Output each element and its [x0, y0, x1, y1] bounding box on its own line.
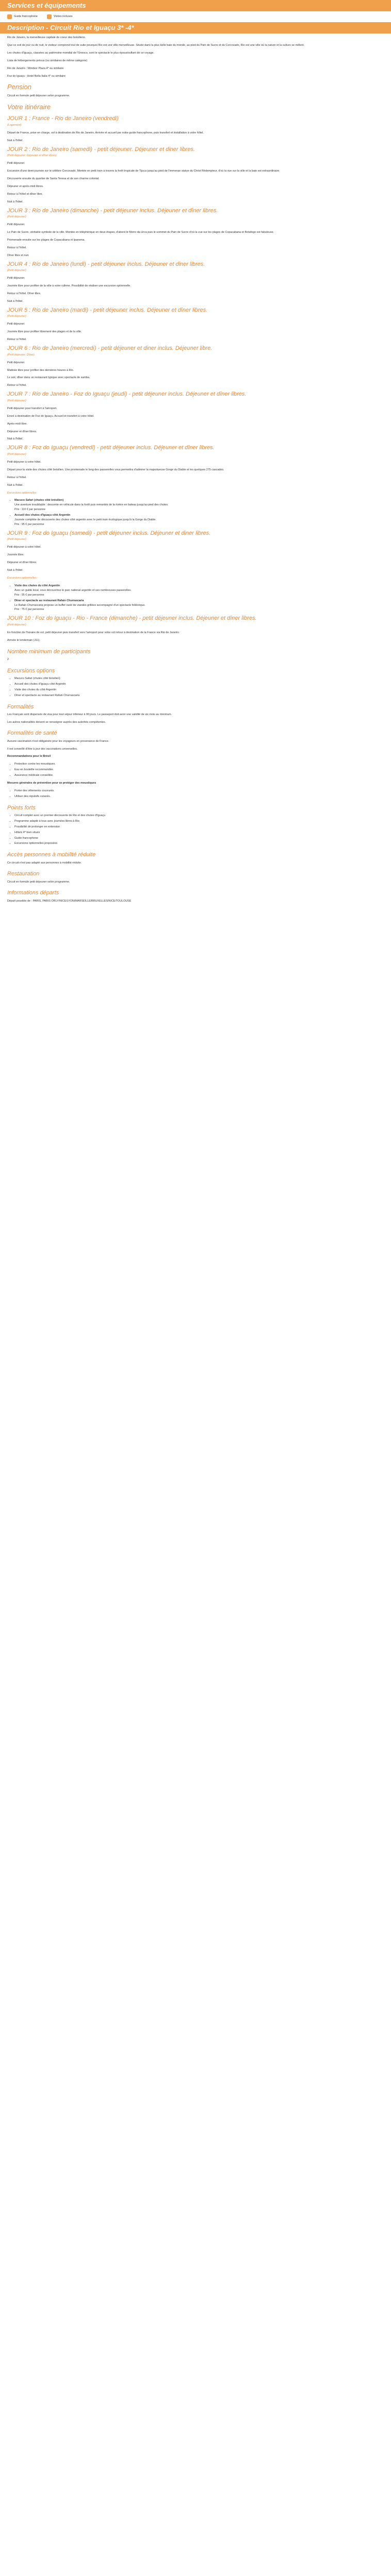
day-paragraph: Petit déjeuner. [7, 223, 25, 227]
list-item: • Utiliser des répulsifs cutanés. [14, 794, 384, 799]
list-item: • Eau en bouteille recommandée. [14, 768, 384, 772]
intro-paragraph: Rio de Janeiro : Windsor Plaza 4* ou similaire [7, 66, 64, 70]
list-item: • Assurance médicale conseillée. [14, 773, 384, 778]
pension-text: Circuit en formule petit déjeuner selon programme. [7, 94, 70, 97]
day-paragraph: Nuit à l'hôtel. [7, 483, 23, 487]
day-title: JOUR 7 : Rio de Janeiro - Foz do Iguaçu (jeudi) - petit déjeuner inclus. Déjeuner et dîner libres. [7, 391, 247, 398]
sante-title: Formalités de santé [7, 730, 57, 737]
day-meals: (Petit déjeuner) [7, 269, 26, 273]
day-paragraph: Nuit à l'hôtel. [7, 437, 23, 441]
day-paragraph: Matinée libre pour profiter des dernières heures à Rio. [7, 368, 74, 372]
day-title: JOUR 3 : Rio de Janeiro (dimanche) - petit déjeuner inclus. Déjeuner et dîner libres. [7, 207, 218, 214]
day-paragraph: Déjeuner et dîner libres. [7, 561, 37, 565]
day-paragraph: Départ de France, prise en charge, vol à destination de Rio de Janeiro. Arrivée et accueil par notre guide francophone, puis transfert et installation à votre hôtel. [7, 131, 204, 134]
day-paragraph: Retour à l'hôtel et dîner libre. [7, 192, 43, 196]
optional-text: Le Rafain Churrascaria propose un buffet varié de viandes grillées accompagné d'un spectacle folklorique. [14, 603, 145, 607]
optional-name: Dîner et spectacle au restaurant Rafain Churrascaria [14, 599, 84, 602]
sante-list [7, 762, 384, 778]
optional-item [14, 584, 384, 598]
optional-item [14, 513, 384, 527]
list-item: • Possibilité de prolonger en extension [14, 825, 384, 829]
sante-paragraph: Aucune vaccination n'est obligatoire pour les voyageurs en provenance de France. [7, 739, 109, 743]
day-meals: (Petit déjeuner. Déjeuner et dîner libres) [7, 154, 57, 158]
list-item: • Excursions optionnelles proposées [14, 841, 384, 846]
service-guide-label: Guide francophone [14, 15, 38, 19]
day-paragraph: Déjeuner et dîner libres. [7, 430, 37, 433]
day-paragraph: Promenade ensuite sur les plages de Copacabana et Ipanema. [7, 238, 86, 242]
day-paragraphs [7, 631, 384, 643]
optional-title: Excursions optionnelles : [7, 577, 38, 580]
day-title: JOUR 2 : Rio de Janeiro (samedi) - petit déjeuner. Déjeuner et diner libres. [7, 146, 195, 152]
day-paragraph: Départ pour la visite des chutes côté brésilien. Une promenade le long des passerelles vous permettra d'admirer la majestueuse Gorge du Diable et les quelques 275 cascades. [7, 468, 224, 471]
list-item: • Porter des vêtements couvrants. [14, 789, 384, 793]
intro-paragraph: Rio de Janeiro, la merveilleuse capitale de coeur des brésiliens. [7, 36, 86, 39]
optional-item [14, 498, 384, 512]
visit-icon [47, 14, 52, 19]
day-title: JOUR 8 : Foz do Iguaçu (vendredi) - petit déjeuner inclus. Déjeuner et dîner libres. [7, 445, 215, 451]
day-title: JOUR 4 : Rio de Janeiro (lundi) - petit déjeuner inclus. Déjeuner et diner libres. [7, 261, 205, 267]
informations-text: Départ possible de : PARIS, PARIS ORLY/NICE/LYON/MARSEILLE/BRUXELLES/NICE/TOULOUSE [7, 899, 132, 903]
day-paragraph: Dîner libre et nuit. [7, 253, 29, 257]
day-paragraph: Journée libre pour profiter librement des plages et de la ville. [7, 330, 82, 334]
restauration-text: Circuit en formule petit déjeuner selon programme. [7, 880, 70, 884]
day-paragraphs [7, 545, 384, 573]
day-paragraph: Nuit à l'hôtel. [7, 200, 23, 204]
itinerary-title: Votre itinéraire [7, 103, 51, 111]
list-item: • Protection contre les moustiques. [14, 762, 384, 767]
optional-text: Une aventure inoubliable : descente en véhicule dans la forêt puis remontée de la rivière en bateau jusqu'au pied des chutes. [14, 503, 169, 507]
list-item: • Visite des chutes du côté Argentin [14, 688, 384, 692]
optional-text: Journée complète de découverte des chutes côté argentin avec le petit train écologique jusqu'à la Gorge du Diable. [14, 518, 156, 522]
day-paragraph: Retour à l'hôtel. [7, 384, 27, 387]
day-paragraph: Excursion d'une demi-journée sur le célèbre Corcovado. Montée en petit train à travers la forêt tropicale de Tijuca jusqu'au pied de l'immense statue du Christ Rédempteur, d'où la vue sur la ville et la baie est extraordinaire. [7, 170, 280, 173]
formalites-text: Les Français sont dispensés de visa pour tout séjour inférieur à 90 jours. Le passeport doit avoir une validité de six mois au minimum. [7, 713, 172, 716]
day-paragraph: Petit déjeuner à votre hôtel. [7, 460, 41, 464]
list-item: • Macuco Safari (chutes côté brésilien) [14, 676, 384, 681]
intro-paragraph: Les chutes d'Iguaçu, classées au patrimoine mondial de l'Unesco, sont le spectacle le plus époustouflant de ce voyage. [7, 51, 154, 55]
day-meals: (Petit déjeuner) [7, 452, 26, 456]
day-meals: (Petit déjeuner) [7, 315, 26, 318]
day-meals: (Petit déjeuner. Dîner) [7, 353, 35, 357]
optional-price: Prix : 95 € par personne [14, 593, 44, 597]
day-paragraph: Arrivée le lendemain (J11). [7, 638, 41, 642]
optional-item [14, 599, 384, 613]
day-paragraph: En fonction de l'horaire de vol, petit déjeuner puis transfert vers l'aéroport pour votre vol retour à destination de la France via Rio de Janeiro. [7, 631, 180, 634]
day-paragraph: Après-midi libre. [7, 422, 27, 426]
participants-title: Nombre minimum de participants [7, 648, 91, 655]
intro-paragraph: Que ce soit de jour ou de nuit, le visiteur comprend tout de suite pourquoi Rio est une ville merveilleuse. Située dans la plus belle baie du monde, au pied du Pain de Sucre et du Corcovado, Rio est une ville où la nature et la culture se mêlent. [7, 43, 305, 47]
day-paragraph: Nuit à l'hôtel. [7, 139, 23, 142]
formalites-text: Les autres nationalités doivent se renseigner auprès des autorités compétentes. [7, 720, 106, 724]
services-header [0, 0, 391, 11]
description-header [0, 22, 391, 33]
day-paragraph: Nuit à l'hôtel. [7, 299, 23, 303]
list-item: • Guide francophone [14, 836, 384, 841]
pension-title: Pension [7, 83, 31, 91]
participants-value: 2 [7, 657, 9, 661]
optional-list [7, 584, 384, 612]
day-paragraph: Petit déjeuner. [7, 277, 25, 280]
excursions-list [7, 676, 384, 698]
day-paragraph: Retour à l'hôtel. [7, 338, 27, 342]
day-title: JOUR 9 : Foz do Iguaçu (samedi) - petit déjeuner inclus. Déjeuner et diner libres. [7, 530, 211, 536]
day-meals: (Petit déjeuner) [7, 623, 26, 626]
day-paragraph: Petit déjeuner à votre hôtel. [7, 546, 41, 549]
day-paragraph: Petit déjeuner. [7, 323, 25, 326]
day-paragraph: Petit déjeuner pour transfert à l'aéroport. [7, 406, 57, 410]
optional-list [7, 498, 384, 527]
day-title: JOUR 6 : Rio de Janeiro (mercredi) - petit déjeuner et diner inclus. Déjeuner libre. [7, 345, 213, 352]
day-title: JOUR 1 : France - Rio de Janeiro (vendredi) [7, 115, 119, 122]
optional-title: Excursions optionnelles : [7, 491, 38, 495]
services-list [0, 11, 391, 22]
intro-paragraph: Foz do Iguaçu : Hotel Bella Italia 4* ou similaire [7, 74, 66, 78]
list-item: • Circuit complet avec un premier découverte de Rio et des chutes d'Iguaçu [14, 814, 384, 818]
mobilite-title: Accès personnes à mobilité réduite [7, 852, 96, 858]
day-meals: (Logement) [7, 123, 22, 127]
optional-price: Prix : 75 € par personne [14, 608, 44, 612]
forts-title: Points forts [7, 804, 36, 811]
day-paragraph: Envol à destination de Foz do Iguaçu. Accueil et transfert à votre hôtel. [7, 414, 94, 418]
service-visits-label: Visites incluses [53, 15, 73, 19]
list-item: • Dîner et spectacle au restaurant Rafain Churrascaria [14, 693, 384, 698]
day-paragraph: Le Pain de Sucre, véritable symbole de la ville. Montée en téléphérique en deux étapes, d'abord le Morro da Urca puis le sommet du Pain de Sucre d'où la vue sur les plages de Copacabana et Botafogo est fabuleuse. [7, 231, 274, 234]
day-paragraph: Nuit à l'hôtel. [7, 569, 23, 572]
excursions-title: Excursions options [7, 667, 55, 674]
day-meals: (Petit déjeuner) [7, 215, 26, 219]
service-guide [7, 14, 38, 19]
optional-price: Prix : 110 € par personne [14, 508, 46, 512]
optional-name: Accueil des chutes d'Iguaçu côté Argentin [14, 514, 71, 517]
day-paragraph: Petit déjeuner. [7, 162, 25, 165]
day-paragraph: Journée libre. [7, 553, 24, 557]
optional-price: Prix : 95 € par personne [14, 522, 44, 526]
mobilite-text: Ce circuit n'est pas adapté aux personnes à mobilité réduite. [7, 861, 82, 865]
day-paragraph: Journée libre pour profiter de la ville à votre rythme. Possibilité de réaliser une excursion optionnelle. [7, 284, 131, 288]
services-title: Services et équipements [7, 2, 86, 10]
informations-title: Informations départs [7, 890, 59, 896]
description-content [0, 33, 391, 917]
moustiques-list [7, 789, 384, 799]
intro-paragraph: Lista de hébergements prévus (ou similaires de même catégorie) [7, 59, 88, 62]
moustiques-title: Mesures générales de prévention pour se protéger des moustiques [7, 782, 96, 785]
day-paragraph: Découverte ensuite du quartier de Santa Teresa et de son charme colonial. [7, 177, 100, 180]
day-paragraph: Retour à l'hôtel. [7, 246, 27, 249]
description-title: Description - Circuit Rio et Iguaçu 3* -4* [7, 24, 134, 32]
day-paragraph: Petit déjeuner. [7, 361, 25, 364]
itinerary-days [7, 115, 384, 487]
optional-text: Avec un guide local, vous découvrirez le parc national argentin et ses nombreuses passerelles. [14, 588, 132, 592]
day-paragraph: Le soir, dîner dans un restaurant typique avec spectacle de samba. [7, 376, 90, 380]
day-meals: (Petit déjeuner) [7, 399, 26, 402]
day-paragraph: Retour à l'hôtel. [7, 476, 27, 479]
optional-name: Visite des chutes du côté Argentin [14, 584, 60, 587]
formalites-title: Formalités [7, 703, 34, 710]
day-title: JOUR 5 : Rio de Janeiro (mardi) - petit déjeuner inclus. Déjeuner et dîner libres. [7, 307, 208, 313]
guide-icon [7, 14, 12, 19]
day-meals: (Petit déjeuner) [7, 538, 26, 541]
day-paragraph: Déjeuner et après-midi libres. [7, 184, 44, 188]
sante-paragraph: Il est conseillé d'être à jour des vaccinations universelles. [7, 747, 78, 751]
list-item: • Accueil des chutes d'Iguaçu côté Argentin [14, 682, 384, 687]
list-item: • Hôtels 4* bien situés [14, 831, 384, 835]
list-item: • Programme adapté à tous avec journées libres à Rio [14, 819, 384, 824]
service-visits [47, 14, 73, 19]
day-title: JOUR 10 : Foz do Iguaçu - Rio - France (dimanche) - petit déjeuner inclus. Déjeuner et dîner libres. [7, 615, 257, 622]
recommandations-title: Recommandations pour le Brésil [7, 755, 51, 758]
optional-name: Macuco Safari (chutes côté brésilien) [14, 499, 64, 502]
day-paragraph: Retour à l'hôtel. Dîner libre. [7, 292, 41, 295]
forts-list [7, 814, 384, 846]
restauration-title: Restauration [7, 871, 40, 877]
page [0, 0, 391, 917]
